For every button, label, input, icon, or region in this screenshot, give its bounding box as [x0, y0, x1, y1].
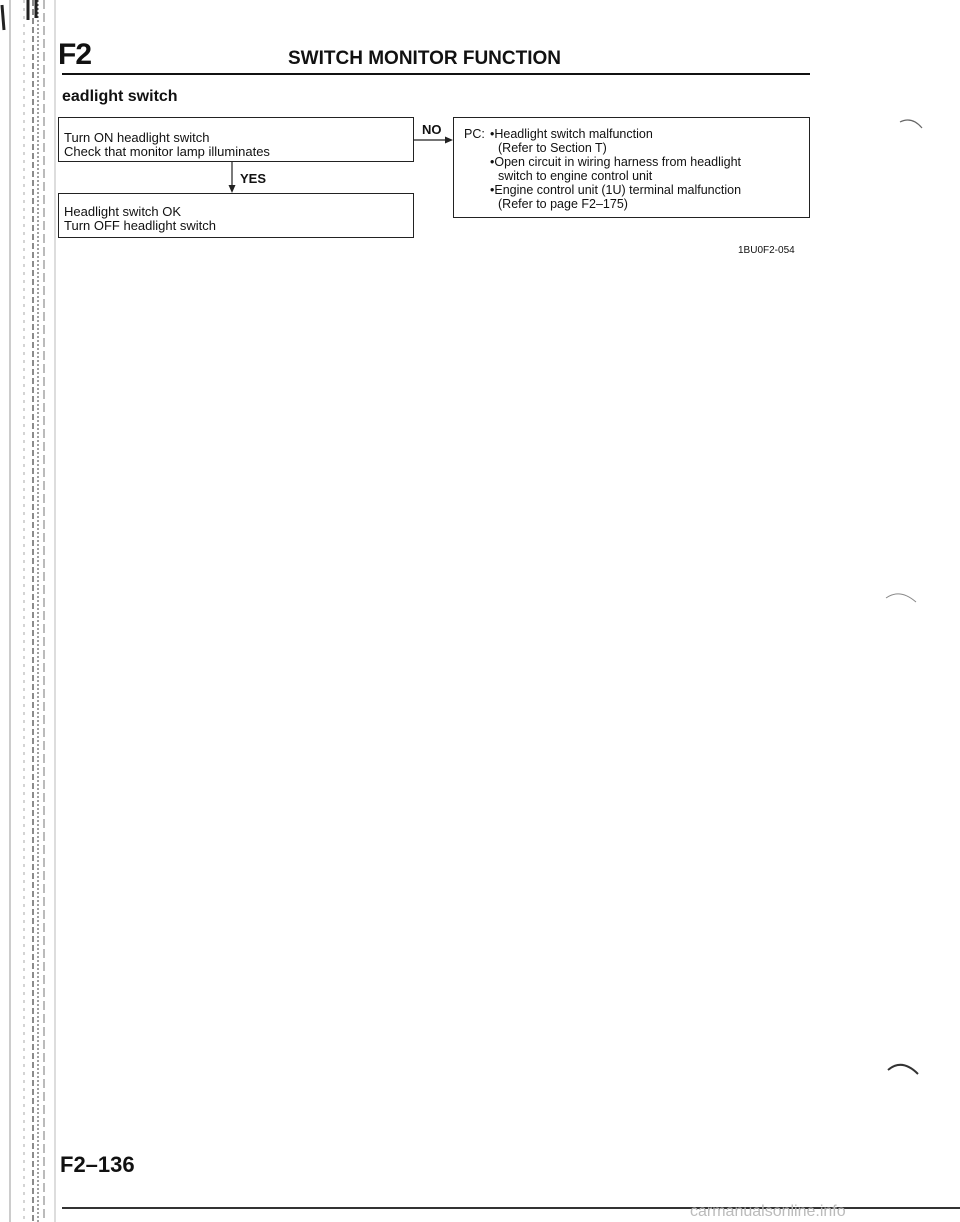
- step-box-check-monitor: [58, 117, 414, 162]
- step-box-switch-ok: [58, 193, 414, 238]
- outcome-item: •Open circuit in wiring harness from headlight: [490, 155, 742, 169]
- step1-line2: Check that monitor lamp illuminates: [64, 144, 270, 159]
- watermark-text: carmanualsonline.info: [690, 1203, 846, 1220]
- subsection-title: eadlight switch: [62, 88, 178, 105]
- page-code: F2: [58, 38, 92, 71]
- figure-code: 1BU0F2-054: [738, 245, 795, 256]
- step2-line2: Turn OFF headlight switch: [64, 218, 216, 233]
- section-title: SWITCH MONITOR FUNCTION: [288, 48, 562, 69]
- outcome-item: (Refer to Section T): [498, 141, 607, 155]
- no-label: NO: [422, 122, 442, 137]
- outcome-box-probable-cause: [453, 117, 810, 218]
- outcome-item: •Headlight switch malfunction: [490, 127, 653, 141]
- outcome-item: •Engine control unit (1U) terminal malfunction: [490, 183, 742, 197]
- page-number: F2–136: [60, 1152, 135, 1177]
- yes-label: YES: [240, 171, 267, 186]
- step2-line1: Headlight switch OK: [64, 204, 182, 219]
- outcome-prefix: PC:: [464, 127, 485, 141]
- scan-marks: [860, 110, 960, 1110]
- outcome-item: switch to engine control unit: [498, 169, 653, 183]
- step1-line1: Turn ON headlight switch: [64, 130, 210, 145]
- outcome-item: (Refer to page F2–175): [498, 197, 628, 211]
